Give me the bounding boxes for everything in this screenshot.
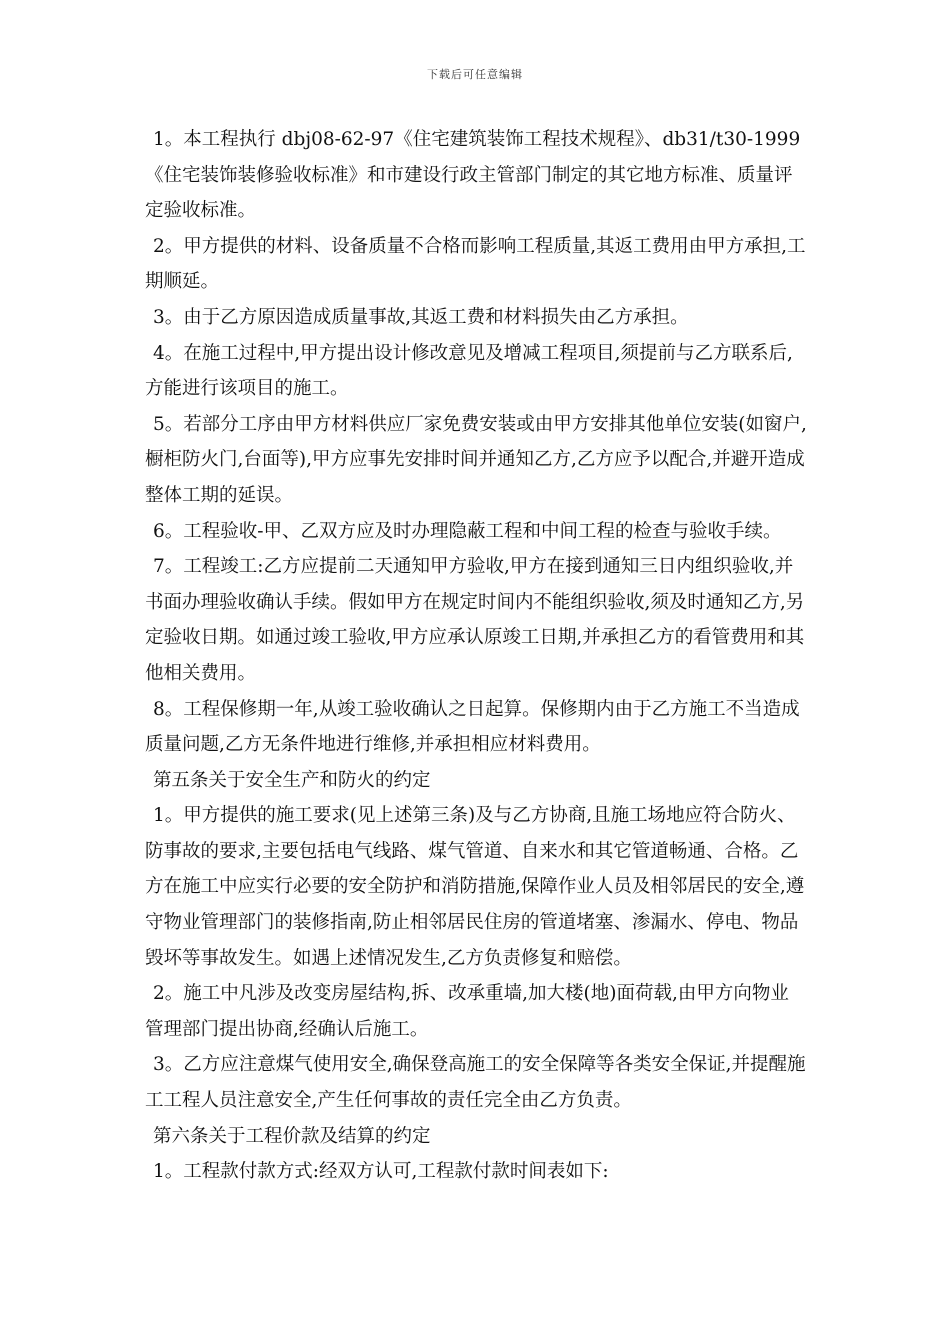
- header-watermark: 下载后可任意编辑: [427, 68, 523, 81]
- clause-paragraph: 1。甲方提供的施工要求(见上述第三条)及与乙方协商,且施工场地应符合防火、防事故的要求,主要包括电气线路、煤气管道、自来水和其它管道畅通、合格。乙方在施工中应实行必要的安全防护和消防措施,保障作业人员及相邻居民的安全,遵守物业管理部门的装修指南,防止相邻居民住房的管道堵塞、渗漏水、停电、物品毁坏等事故发生。如遇上述情况发生,乙方负责修复和赔偿。: [145, 805, 805, 969]
- clause-paragraph: 2。施工中凡涉及改变房屋结构,拆、改承重墙,加大楼(地)面荷载,由甲方向物业管理部门提出协商,经确认后施工。: [145, 983, 789, 1040]
- clause-paragraph: 3。乙方应注意煤气使用安全,确保登高施工的安全保障等各类安全保证,并提醒施工工程人员注意安全,产生任何事故的责任完全由乙方负责。: [145, 1054, 806, 1112]
- clause-paragraph: 5。若部分工序由甲方材料供应厂家免费安装或由甲方安排其他单位安装(如窗户,橱柜防火门,台面等),甲方应事先安排时间并通知乙方,乙方应予以配合,并避开造成整体工期的延误。: [145, 413, 807, 506]
- clause-paragraph: 7。工程竣工:乙方应提前二天通知甲方验收,甲方在接到通知三日内组织验收,并书面办理验收确认手续。假如甲方在规定时间内不能组织验收,须及时通知乙方,另定验收日期。如通过竣工验收,甲方应承认原竣工日期,并承担乙方的看管费用和其他相关费用。: [145, 556, 805, 684]
- clause-paragraph: 6。工程验收-甲、乙双方应及时办理隐蔽工程和中间工程的检查与验收手续。: [153, 520, 782, 542]
- clause-paragraph: 8。工程保修期一年,从竣工验收确认之日起算。保修期内由于乙方施工不当造成质量问题,乙方无条件地进行维修,并承担相应材料费用。: [145, 698, 800, 756]
- document-body: [145, 122, 807, 1190]
- clause-paragraph: 4。在施工过程中,甲方提出设计修改意见及增减工程项目,须提前与乙方联系后,方能进行该项目的施工。: [145, 342, 793, 400]
- section-heading: 第六条关于工程价款及结算的约定: [153, 1125, 431, 1147]
- clause-paragraph: 1。工程款付款方式:经双方认可,工程款付款时间表如下:: [153, 1161, 609, 1183]
- clause-paragraph: 2。甲方提供的材料、设备质量不合格而影响工程质量,其返工费用由甲方承担,工期顺延。: [145, 235, 806, 293]
- section-heading: 第五条关于安全生产和防火的约定: [153, 769, 431, 791]
- clause-paragraph: 3。由于乙方原因造成质量事故,其返工费和材料损失由乙方承担。: [153, 306, 689, 328]
- clause-paragraph: 1。本工程执行 dbj08-62-97《住宅建筑装饰工程技术规程》、db31/t30-1999《住宅装饰装修验收标准》和市建设行政主管部门制定的其它地方标准、质量评定验收标准。: [145, 129, 801, 222]
